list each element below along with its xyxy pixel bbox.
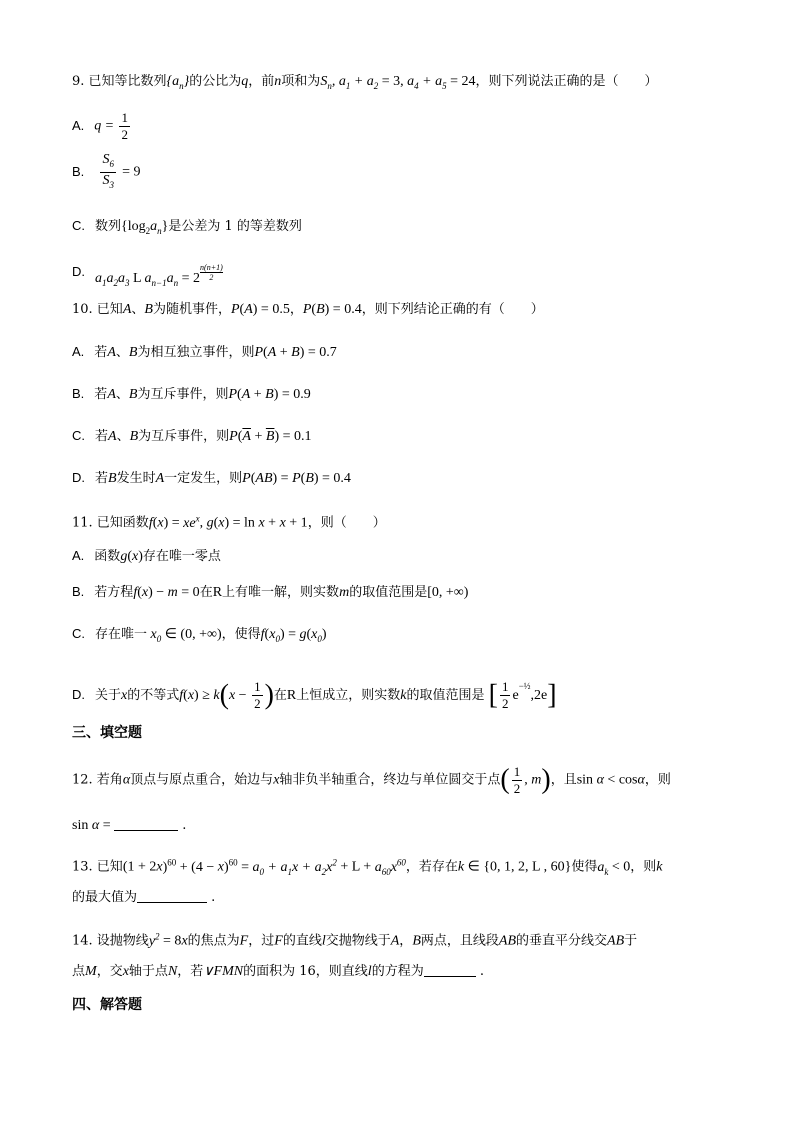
option-letter: A. — [72, 118, 85, 133]
option-text: 存在唯一 — [95, 627, 148, 642]
option-text: 的不等式 — [127, 688, 180, 703]
q14-text: 点 — [72, 964, 86, 979]
option-text: 关于 — [95, 688, 122, 703]
q12-text: ，且 — [550, 772, 577, 788]
q13-text: 使得 — [571, 859, 598, 875]
option-text: 若 — [94, 345, 108, 360]
q13-text: ，则 — [630, 859, 657, 875]
option-text: 是公差为 1 的等差数列 — [168, 219, 302, 234]
option-letter: B. — [72, 386, 85, 401]
q14-text: 14. 设抛物线 — [72, 933, 149, 949]
q13-text: . — [211, 890, 216, 905]
question-13: 13. 已知$(1 + 2x)^{60} + (4 - x)^{60} = a_0 + a_1x + a_2x^2 + L + a_{60}x^{60}$，若存在k ∈ {0, 1, 2, L , 60}使得$a_k < 0$，则k — [72, 857, 663, 877]
option-letter: B. — [72, 163, 85, 179]
question-14-line-2: 点M，交x轴于点N，若∨FMN的面积为 16，则直线l的方程为 . — [72, 964, 484, 979]
q10-option-a: A. 若A、B为相互独立事件，则P(A + B) = 0.7 — [72, 344, 337, 360]
q14-text: . — [479, 964, 484, 979]
option-text: 的取值范围是 — [349, 585, 428, 600]
q12-text: . — [182, 818, 187, 833]
q11-option-b: B. 若方程f(x) − m = 0在R上有唯一解，则实数m的取值范围是[0, +∞) — [72, 584, 469, 600]
q9-text: 的公比为 — [189, 74, 242, 89]
q11-option-d: D. 关于x的不等式f(x) ≥ k(x − $\frac{1}{2}$ )在R上恒成立，则实数k的取值范围是 [ $\frac{1}{2}$ $e^{-\frac{1}{2}},2e$] — [72, 679, 557, 711]
q13-text: ，若存在 — [405, 859, 458, 875]
q9-option-a: A. q = $\frac{1}{2}$ — [72, 110, 128, 142]
q10-option-d: D. 若B发生时A一定发生，则P(AB) = P(B) = 0.4 — [72, 470, 351, 486]
q9-option-c: C. 数列$\{\log_2a_n\}$是公差为 1 的等差数列 — [72, 218, 302, 236]
q11-option-a: A. 函数g(x)存在唯一零点 — [72, 548, 221, 564]
option-text: 在 — [199, 585, 213, 600]
fraction: $\frac{S_6}{S_3}$ — [102, 152, 114, 190]
option-text: 为互斥事件，则 — [137, 387, 229, 402]
option-text: 数列 — [95, 219, 122, 234]
q12-text: 轴非负半轴重合，终边与单位圆交于点 — [279, 772, 501, 788]
q14-text: 的直线 — [282, 933, 322, 949]
q9-text: 9. 已知等比数列 — [72, 74, 167, 89]
q14-text: 的面积为 16，则直线 — [243, 964, 368, 979]
q13-text: 13. 已知 — [72, 859, 123, 875]
q11-text: ，则（ ） — [307, 515, 386, 531]
question-13-answer-line — [72, 888, 734, 908]
q14-text: 的垂直平分线交 — [516, 933, 608, 949]
option-letter: C. — [72, 626, 85, 641]
option-text: 为相互独立事件，则 — [137, 345, 255, 360]
q14-text: ，若 — [177, 964, 204, 979]
q10-text: 10. 已知 — [72, 302, 123, 317]
q11-text: 11. 已知函数 — [72, 515, 149, 531]
option-letter: A. — [72, 344, 85, 359]
option-text: 在 — [273, 688, 287, 703]
q14-text: ，交 — [96, 964, 123, 979]
option-text: 的取值范围是 — [406, 688, 485, 703]
option-text: 函数 — [94, 549, 121, 564]
q14-text: 轴于点 — [128, 964, 168, 979]
option-text: 上恒成立，则实数 — [296, 688, 401, 703]
q10-text: ，则下列结论正确的有（ ） — [361, 302, 544, 317]
option-letter: D. — [72, 264, 85, 279]
option-letter: D. — [72, 687, 85, 702]
q14-text: 交抛物线于 — [325, 933, 391, 949]
option-text: 若 — [95, 471, 109, 486]
option-text: 若 — [95, 429, 109, 444]
option-letter: A. — [72, 548, 85, 563]
section-heading-solve: 四、解答题 — [72, 997, 142, 1013]
q14-text: 的方程为 — [371, 964, 424, 979]
question-14: 14. 设抛物线$y^2 = 8x$的焦点为F，过F的直线l交抛物线于A，B两点，且线段AB的垂直平分线交AB于 — [72, 931, 638, 949]
q14-text: ，过 — [248, 933, 275, 949]
section-heading-fill: 三、填空题 — [72, 725, 142, 741]
q10-option-b: B. 若A、B为互斥事件，则P(A + B) = 0.9 — [72, 386, 311, 402]
option-text: ，使得 — [221, 627, 261, 642]
option-letter: B. — [72, 584, 85, 599]
option-text: 若 — [94, 387, 108, 402]
answer-blank[interactable] — [424, 976, 476, 977]
question-12-answer-line: sin α = . — [72, 818, 187, 833]
option-letter: C. — [72, 428, 85, 443]
option-text: 存在唯一零点 — [142, 549, 221, 564]
q9-text: 项和为 — [281, 74, 321, 89]
option-text: 一定发生，则 — [164, 471, 243, 486]
q9-text: ，则下列说法正确的是（ ） — [475, 74, 658, 89]
question-11-stem: 11. 已知函数$f(x) = xe^x$, g(x) = ln x + x + 1，则（ ） — [72, 513, 386, 531]
option-text: 若方程 — [94, 585, 134, 600]
option-letter: D. — [72, 470, 85, 485]
q14-text: 两点，且线段 — [420, 933, 499, 949]
q12-text: 顶点与原点重合，始边与 — [130, 772, 274, 788]
question-10-stem: 10. 已知A、B为随机事件，P(A) = 0.5，P(B) = 0.4，则下列结论正确的有（ ） — [72, 302, 544, 317]
q14-text: 于 — [624, 933, 638, 949]
q14-text: 的焦点为 — [187, 933, 240, 949]
q11-option-c: C. 存在唯一 $x_0$ ∈ (0, +∞)，使得$f(x_0) = g(x_0)$ — [72, 626, 327, 644]
answer-blank[interactable] — [114, 830, 178, 831]
q9-option-b: B. $\frac{S_6}{S_3}$ = 9 — [72, 152, 734, 192]
q10-text: 为随机事件， — [152, 302, 231, 317]
question-12: 12. 若角α顶点与原点重合，始边与x轴非负半轴重合，终边与单位圆交于点( $\frac{1}{2}$ , m)，且sin α < cosα，则 — [72, 763, 671, 796]
option-text: 为互斥事件，则 — [138, 429, 230, 444]
q13-text: 的最大值为 — [72, 890, 138, 905]
fraction: $\frac{1}{2}$ — [121, 110, 128, 142]
option-text: 上有唯一解，则实数 — [222, 585, 340, 600]
answer-blank[interactable] — [137, 902, 207, 903]
option-text: 发生时 — [116, 471, 156, 486]
q10-option-c: C. 若A、B为互斥事件，则$P(\overline{A} + \overline{B}) = 0.1$ — [72, 428, 312, 444]
q9-text: ，前 — [248, 74, 275, 89]
q12-text: ，则 — [644, 772, 671, 788]
option-letter: C. — [72, 218, 85, 233]
q9-option-d: D. $a_1a_2a_3$ L $a_{n-1}a_n = 2$ $\frac{n(n+1)}{2}$ — [72, 263, 223, 288]
question-9-stem: 9. 已知等比数列$\{a_n\}$的公比为q，前n项和为$S_n$, $a_1 + a_2 = 3$, $a_4 + a_5 = 24$，则下列说法正确的是（ ） — [72, 74, 658, 91]
q12-text: 12. 若角 — [72, 772, 123, 788]
